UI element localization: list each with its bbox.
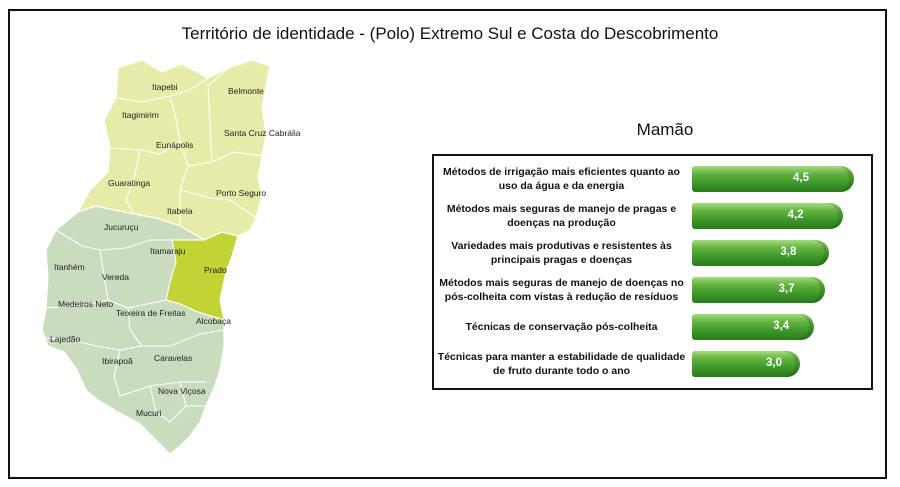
map-label-vereda: Vereda: [102, 272, 129, 282]
bar: [692, 203, 843, 229]
bar-value-label: 3,0: [766, 357, 782, 369]
map-label-guaratinga: Guaratinga: [108, 178, 151, 188]
bar-value-label: 4,2: [787, 209, 804, 221]
map-label-porto-seguro: Porto Seguro: [216, 188, 267, 198]
bar-value-label: 3,8: [780, 246, 797, 258]
category-label: [434, 165, 689, 193]
map-label-jucurucu: Jucuruçu: [104, 222, 139, 232]
map-label-prado: Prado: [204, 265, 227, 275]
territory-map: [30, 50, 320, 470]
map-label-itanhem: Itanhém: [54, 262, 85, 272]
map-label-belmonte: Belmonte: [228, 86, 264, 96]
category-label: [434, 276, 689, 304]
map-label-teixeira-de-freitas: Teixeira de Freitas: [116, 308, 186, 318]
category-label: [434, 202, 689, 230]
map-label-eunapolis: Eunápolis: [156, 140, 194, 150]
map-label-itapebi: Itapebi: [152, 82, 178, 92]
category-label-line: de fruto durante todo o ano: [492, 365, 631, 377]
category-label-line: Métodos mais seguras de manejo de doenças no: [439, 277, 684, 289]
category-label-line: Métodos mais seguras de manejo de pragas e: [446, 203, 677, 215]
bar-value-label: 4,5: [793, 172, 809, 184]
map-label-itagimirim: Itagimirim: [122, 110, 159, 120]
map-label-ibirapoa: Ibirapoã: [102, 356, 133, 366]
chart-panel: [432, 154, 873, 390]
category-label-line: Variedades mais produtivas e resistentes às: [451, 240, 672, 252]
category-label-line: Técnicas para manter a estabilidade de qualidade: [437, 351, 686, 363]
map-label-caravelas: Caravelas: [154, 353, 193, 363]
map-label-santa-cruz-cabralia: Santa Cruz Cabrália: [224, 128, 301, 138]
category-label-line: Métodos de irrigação mais eficientes quanto ao: [443, 166, 680, 178]
crop-title: Mamão: [636, 120, 694, 139]
map-label-itabela: Itabela: [167, 206, 193, 216]
map-label-lajedao: Lajedão: [50, 334, 81, 344]
map-label-medeiros-neto: Medeiros Neto: [58, 299, 114, 309]
category-label-line: pós-colheita com vistas à redução de resíduos: [444, 291, 679, 303]
bar-value-label: 3,4: [773, 320, 790, 332]
map-label-mucuri: Mucuri: [136, 408, 162, 418]
category-label-line: doenças na produção: [507, 217, 616, 229]
figure-title: Território de identidade - (Polo) Extremo Sul e Costa do Descobrimento: [181, 24, 719, 43]
category-label: [434, 320, 689, 334]
category-label-line: Técnicas de conservação pós-colheita: [465, 321, 658, 333]
category-label-line: uso da água e da energia: [498, 180, 625, 192]
map-label-itamaraju: Itamaraju: [150, 246, 186, 256]
map-label-nova-vicosa: Nova Viçosa: [158, 386, 206, 396]
category-label-line: principais pragas e doenças: [490, 254, 633, 266]
bar: [692, 166, 854, 192]
bar-value-label: 3,7: [778, 283, 795, 295]
category-label: [434, 239, 689, 267]
category-label: [434, 350, 689, 378]
map-label-alcobaca: Alcobaça: [196, 316, 231, 326]
